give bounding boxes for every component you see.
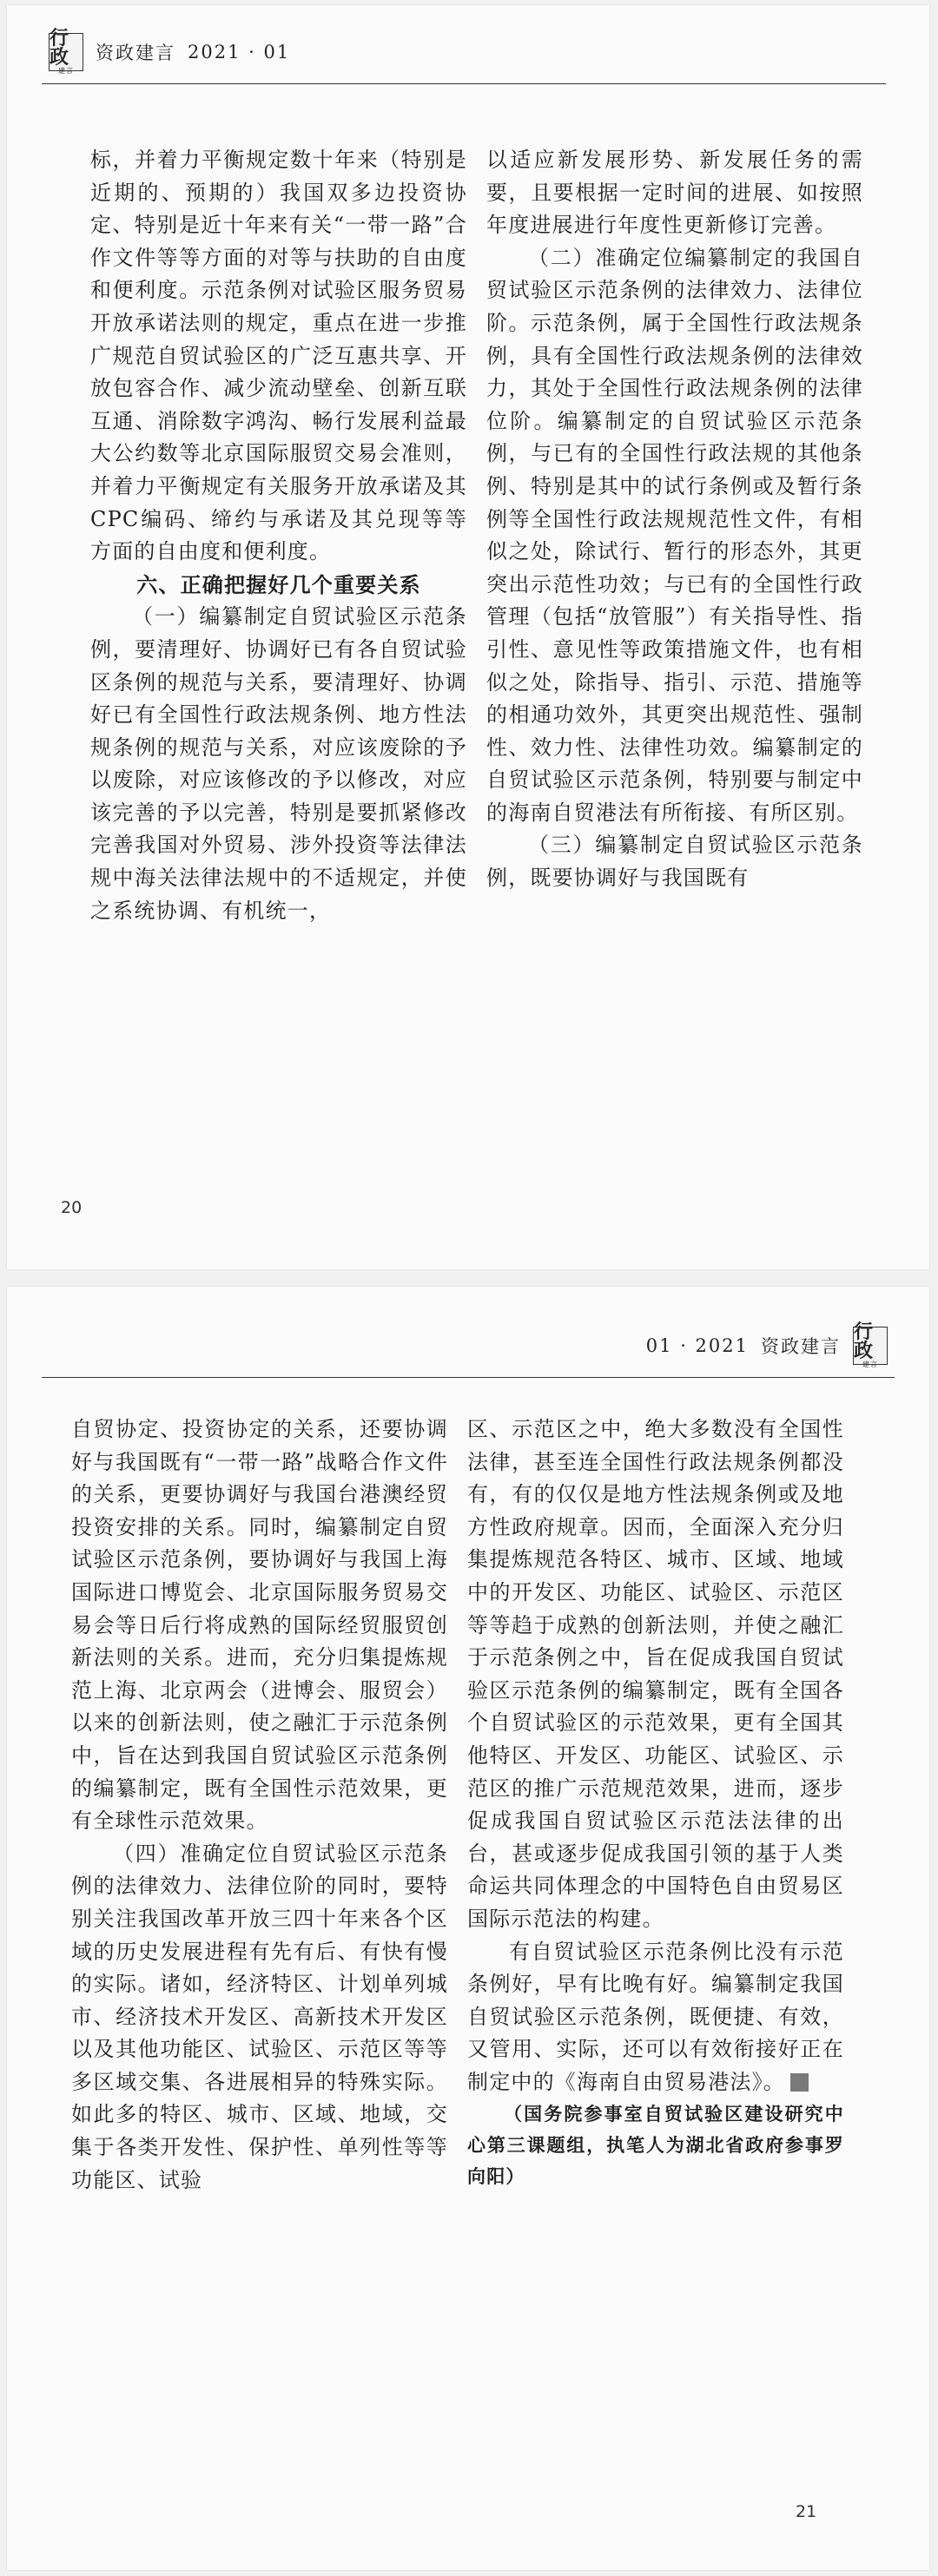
paragraph: （三）编纂制定自贸试验区示范条例，既要协调好与我国既有 [486, 833, 863, 891]
paragraph-text: 有自贸试验区示范条例比没有示范条例好，早有比晚有好。编纂制定我国自贸试验区示范条例，既便捷、有效，又管用、实际，还可以有效衔接好正在制定中的《海南自由贸易港法》。 [467, 1939, 844, 2094]
journal-logo [853, 1321, 888, 1368]
journal-title: 资政建言 [761, 1336, 841, 1357]
journal-title: 资政建言 [96, 43, 175, 63]
issue-number: 2021 · 01 [188, 42, 291, 63]
paragraph: （四）准确定位自贸试验区示范条例的法律效力、法律位阶的同时，要特别关注我国改革开放三四十年来各个区域的历史发展进程有先有后、有快有慢的实际。诸如，经济特区、计划单列城市、经济技术开发区、高新技术开发区以及其他功能区、试验区、示范区等等多区域交集、各进展相异的特殊实际。如此多的特区、城市、区域、地域，交集于各类开发性、保护性、单列性等等功能区、试验 [71, 1841, 448, 2192]
journal-logo [49, 27, 83, 75]
logo-main-text: 行政 [50, 27, 69, 69]
left-column [71, 1413, 448, 2197]
issue-number: 01 · 2021 [645, 1335, 749, 1356]
logo-sub-text: 建言 [58, 67, 74, 75]
logo-main-text: 行政 [854, 1321, 874, 1362]
end-mark-square-icon [790, 2073, 809, 2092]
paragraph [467, 1936, 844, 2099]
paragraph: 自贸协定、投资协定的关系，还要协调好与我国既有“一带一路”战略合作文件的关系，更要协调好与我国台港澳经贸投资安排的关系。同时，编纂制定自贸试验区示范条例，要协调好与我国上海国际进口博览会、北京国际服务贸易交易会等日后行将成熟的国际经贸服贸创新法则的关系。进而，充分归集提炼规范上海、北京两会（进博会、服贸会）以来的创新法则，使之融汇于示范条例中，旨在达到我国自贸试验区示范条例的编纂制定，既有全国性示范效果，更有全球性示范效果。 [71, 1417, 448, 1834]
page-header [645, 1321, 888, 1368]
page-header [49, 27, 291, 75]
logo-sub-text: 建言 [862, 1360, 878, 1368]
paragraph: 区、示范区之中，绝大多数没有全国性法律，甚至连全国性行政法规条例都没有，有的仅仅是地方性法规条例或及地方性政府规章。因而，全面深入充分归集提炼规范各特区、城市、区域、地域中的开发区、功能区、试验区、示范区等等趋于成熟的创新法则，并使之融汇于示范条例之中，旨在促成我国自贸试验区示范条例的编纂制定，既有全国各个自贸试验区的示范效果，更有全国其他特区、开发区、功能区、试验区、示范区的推广示范规范效果，进而，逐步促成我国自贸试验区示范法法律的出台，甚或逐步促成我国引领的基于人类命运共同体理念的中国特色自由贸易区国际示范法的构建。 [467, 1417, 844, 1931]
paragraph: （二）准确定位编纂制定的我国自贸试验区示范条例的法律效力、法律位阶。示范条例，属于全国性行政法规条例，具有全国性行政法规条例的法律效力，其处于全国性行政法规条例的法律位阶。编纂制定的自贸试验区示范条例，与已有的全国性行政法规的其他条例、特别是其中的试行条例或及暂行条例等全国性行政法规规范性文件，有相似之处，除试行、暂行的形态外，其更突出示范性功效；与已有的全国性行政管理（包括“放管服”）有关指导性、指引性、意见性等政策措施文件，也有相似之处，除指导、指引、示范、措施等的相通功效外，其更突出规范性、强制性、效力性、法律性功效。编纂制定的自贸试验区示范条例，特别要与制定中的海南自贸港法有所衔接、有所区别。 [486, 245, 863, 825]
header-rule [42, 1377, 895, 1378]
section-heading: 六、正确把握好几个重要关系 [136, 571, 421, 597]
header-rule [42, 83, 886, 84]
paragraph: （一）编纂制定自贸试验区示范条例，要清理好、协调好已有各自贸试验区条例的规范与关系，要清理好、协调好已有全国性行政法规条例、地方性法规条例的规范与关系，对应该废除的予以废除，对应该修改的予以修改，对应该完善的予以完善，特别是要抓紧修改完善我国对外贸易、涉外投资等法律法规中海关法律法规中的不适规定，并使之系统协调、有机统一， [90, 604, 467, 923]
page-20 [7, 5, 929, 1269]
paragraph: 标，并着力平衡规定数十年来（特别是近期的、预期的）我国双多边投资协定、特别是近十年来有关“一带一路”合作文件等等方面的对等与扶助的自由度和便利度。示范条例对试验区服务贸易开放承诺法则的规定，重点在进一步推广规范自贸试验区的广泛互惠共享、开放包容合作、减少流动壁垒、创新互联互通、消除数字鸿沟、畅行发展利益最大公约数等北京国际服贸交易会准则，并着力平衡规定有关服务开放承诺及其CPC编码、缔约与承诺及其兑现等等方面的自由度和便利度。 [90, 148, 467, 564]
page-number: 21 [796, 2502, 817, 2521]
page-21 [7, 1287, 929, 2570]
right-column [486, 144, 863, 895]
left-column [90, 144, 467, 927]
paragraph: 以适应新发展形势、新发展任务的需要，且要根据一定时间的进展、如按照年度进展进行年度性更新修订完善。 [486, 148, 863, 238]
author-credit: （国务院参事室自贸试验区建设研究中心第三课题组，执笔人为湖北省政府参事罗向阳） [467, 2103, 844, 2188]
right-column [467, 1413, 844, 2192]
page-number: 20 [61, 1198, 83, 1217]
